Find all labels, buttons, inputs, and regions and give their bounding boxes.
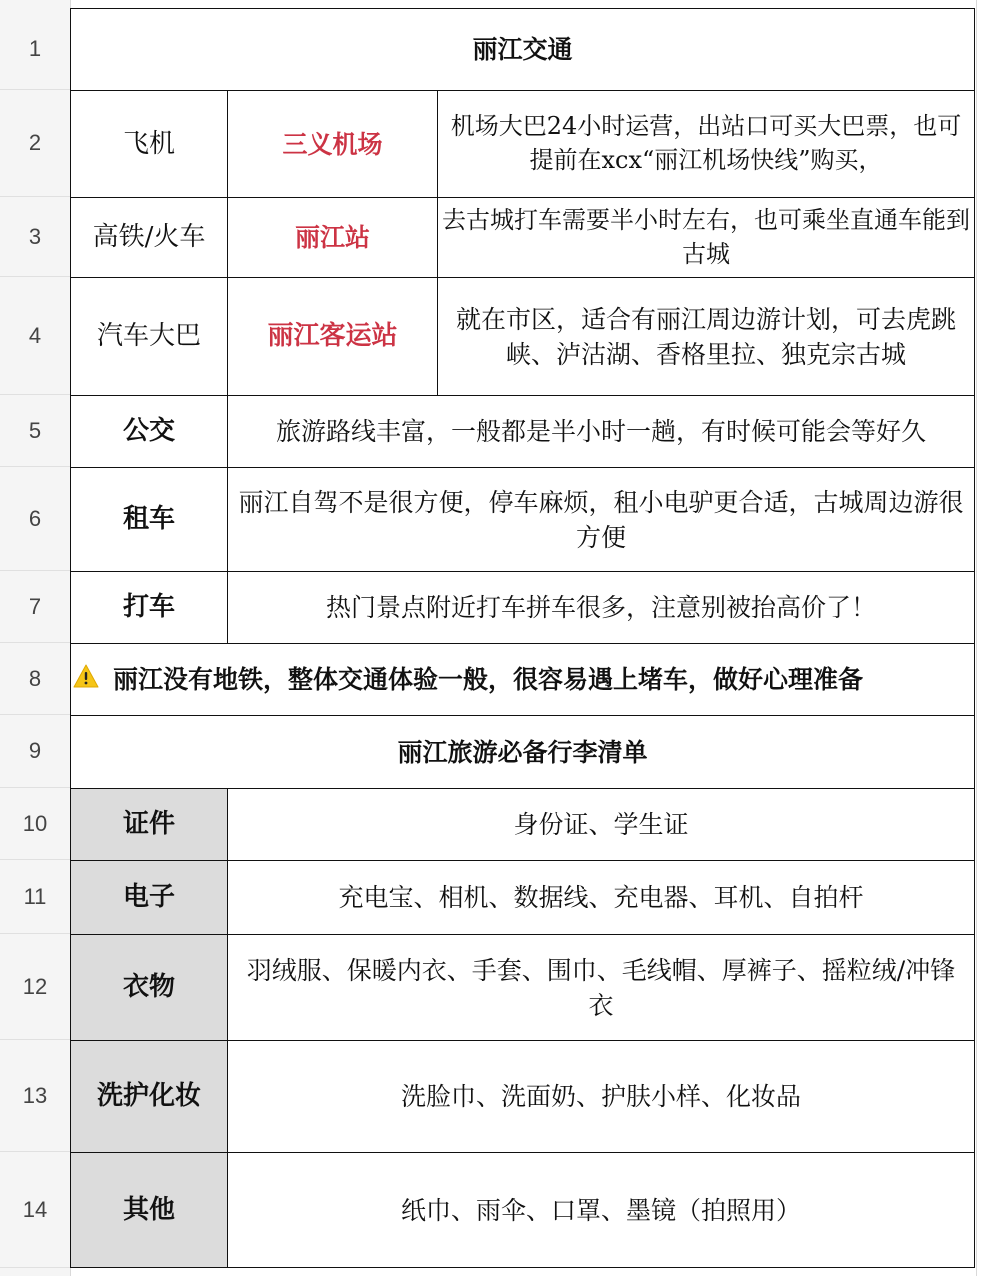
packing-title: 丽江旅游必备行李清单 [397, 737, 648, 767]
note-text: 去古城打车需要半小时左右，也可乘坐直通车能到古城 [442, 205, 970, 268]
taxi-mode-cell[interactable] [70, 571, 228, 644]
packing-title-cell[interactable] [70, 715, 975, 789]
row-number[interactable]: 6 [0, 467, 70, 571]
mode-label: 飞机 [122, 128, 175, 159]
row-number[interactable]: 4 [0, 277, 70, 395]
packing-category-cell[interactable] [70, 788, 228, 861]
note-text: 就在市区，适合有丽江周边游计划，可去虎跳峡、泸沽湖、香格里拉、独克宗古城 [455, 304, 956, 369]
category-label: 洗护化妆 [96, 1081, 201, 1112]
packing-category-cell[interactable] [70, 934, 228, 1041]
bus-note-cell[interactable] [437, 277, 975, 396]
warning-triangle-icon [73, 662, 99, 697]
warning-cell[interactable] [70, 643, 975, 716]
row-number[interactable]: 1 [0, 8, 70, 90]
packing-list-cell[interactable] [227, 788, 975, 861]
transport-title: 丽江交通 [472, 35, 573, 64]
row-number[interactable]: 13 [0, 1040, 70, 1152]
category-label: 电子 [122, 882, 175, 913]
row-number[interactable]: 5 [0, 395, 70, 467]
list-text: 充电宝、相机、数据线、充电器、耳机、自拍杆 [338, 883, 864, 912]
plane-station-cell[interactable] [227, 90, 438, 198]
category-label: 证件 [122, 809, 175, 840]
row-number[interactable]: 2 [0, 90, 70, 197]
row-number[interactable]: 11 [0, 860, 70, 934]
packing-category-cell[interactable] [70, 860, 228, 935]
mode-label: 租车 [122, 504, 175, 535]
transport-title-cell[interactable] [70, 8, 975, 91]
category-label: 其他 [122, 1194, 175, 1225]
category-label: 衣物 [122, 972, 175, 1003]
station-label: 三义机场 [282, 129, 383, 159]
taxi-note-cell[interactable] [227, 571, 975, 644]
packing-list-cell[interactable] [227, 860, 975, 935]
note-text: 机场大巴24小时运营，出站口可买大巴票，也可提前在xcx“丽江机场快线”购买， [450, 112, 962, 174]
list-text: 身份证、学生证 [513, 810, 689, 839]
bus-mode-cell[interactable] [70, 277, 228, 396]
note-text: 旅游路线丰富，一般都是半小时一趟，有时候可能会等好久 [275, 417, 926, 446]
packing-list-cell[interactable] [227, 1152, 975, 1268]
row-number[interactable]: 12 [0, 934, 70, 1040]
rail-station-cell[interactable] [227, 197, 438, 278]
row-number[interactable]: 7 [0, 571, 70, 643]
packing-list-cell[interactable] [227, 934, 975, 1041]
rental-note-cell[interactable] [227, 467, 975, 572]
row-number[interactable]: 3 [0, 197, 70, 277]
packing-category-cell[interactable] [70, 1040, 228, 1153]
bus-station-cell[interactable] [227, 277, 438, 396]
rental-mode-cell[interactable] [70, 467, 228, 572]
list-text: 羽绒服、保暖内衣、手套、围巾、毛线帽、厚裤子、摇粒绒/冲锋衣 [246, 955, 956, 1020]
rail-note-cell[interactable] [437, 197, 975, 278]
plane-note-cell[interactable] [437, 90, 975, 198]
station-label: 丽江客运站 [267, 321, 398, 352]
rail-mode-cell[interactable] [70, 197, 228, 278]
list-text: 纸巾、雨伞、口罩、墨镜（拍照用） [400, 1195, 801, 1225]
packing-list-cell[interactable] [227, 1040, 975, 1153]
row-number[interactable]: 10 [0, 788, 70, 860]
station-label: 丽江站 [294, 223, 370, 252]
transit-note-cell[interactable] [227, 395, 975, 468]
note-text: 热门景点附近打车拼车很多，注意别被抬高价了！ [325, 593, 876, 622]
row-number[interactable]: 9 [0, 715, 70, 788]
mode-label: 公交 [122, 416, 175, 447]
note-text: 丽江自驾不是很方便，停车麻烦，租小电驴更合适，古城周边游很方便 [238, 487, 964, 552]
packing-category-cell[interactable] [70, 1152, 228, 1268]
row-number[interactable]: 8 [0, 643, 70, 715]
warning-text: 丽江没有地铁，整体交通体验一般，很容易遇上堵车，做好心理准备 [113, 665, 864, 694]
mode-label: 汽车大巴 [96, 321, 201, 352]
gridline [976, 0, 977, 1276]
list-text: 洗脸巾、洗面奶、护肤小样、化妆品 [400, 1082, 801, 1111]
plane-mode-cell[interactable] [70, 90, 228, 198]
row-number[interactable]: 14 [0, 1152, 70, 1268]
transit-mode-cell[interactable] [70, 395, 228, 468]
mode-label: 高铁/火车 [92, 222, 206, 253]
mode-label: 打车 [122, 592, 175, 623]
